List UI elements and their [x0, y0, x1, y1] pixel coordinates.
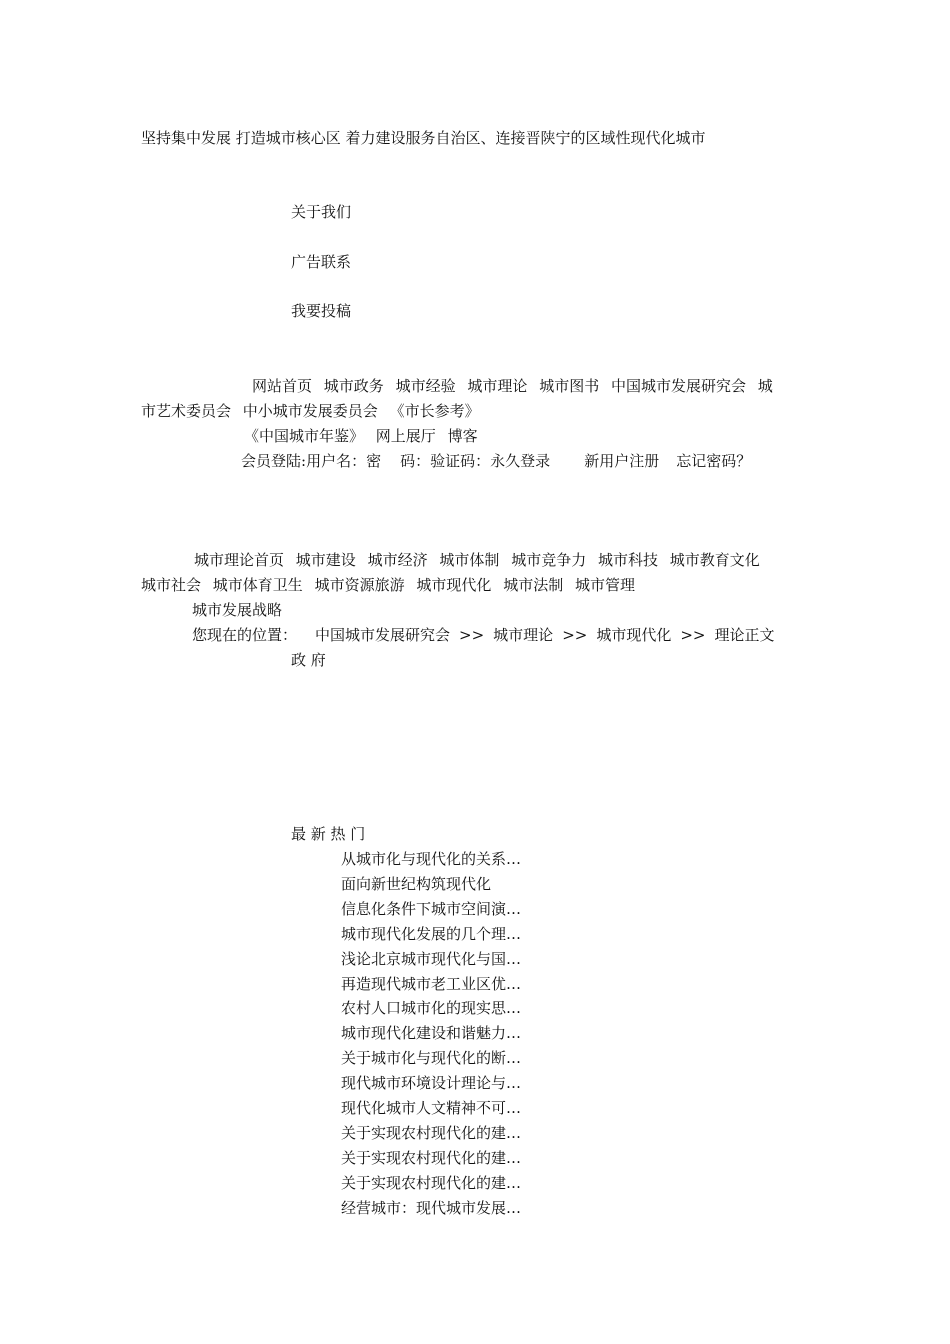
nav-blog[interactable]: 博客 — [447, 427, 478, 445]
breadcrumb — [192, 625, 775, 645]
hot-list-item[interactable]: 农村人口城市化的现实思… — [341, 999, 522, 1018]
nav-online-exhibition[interactable]: 网上展厅 — [375, 427, 436, 445]
nav-city-experience[interactable]: 城市经验 — [395, 377, 456, 395]
ad-contact-link[interactable]: 广告联系 — [291, 253, 352, 271]
submit-article-link[interactable]: 我要投稿 — [291, 302, 352, 320]
main-nav-row-3 — [244, 426, 478, 446]
breadcrumb-separator: >> — [459, 626, 485, 644]
subnav-modernization[interactable]: 城市现代化 — [416, 576, 492, 594]
subnav-system[interactable]: 城市体制 — [439, 551, 500, 569]
subnav-theory-home[interactable]: 城市理论首页 — [194, 551, 285, 569]
breadcrumb-separator: >> — [680, 626, 706, 644]
password-label: 密 码： — [366, 452, 431, 470]
nav-mayor-reference[interactable]: 《市长参考》 — [389, 402, 480, 420]
hot-list-item[interactable]: 经营城市：现代城市发展… — [341, 1198, 522, 1217]
subnav-technology[interactable]: 城市科技 — [597, 551, 658, 569]
hot-list-item[interactable]: 关于实现农村现代化的建… — [341, 1173, 522, 1192]
subnav-economy[interactable]: 城市经济 — [367, 551, 428, 569]
nav-city-affairs[interactable]: 城市政务 — [323, 377, 384, 395]
subnav-construction[interactable]: 城市建设 — [295, 551, 356, 569]
hot-list-item[interactable]: 关于实现农村现代化的建… — [341, 1148, 522, 1167]
subnav-legal[interactable]: 城市法制 — [503, 576, 564, 594]
breadcrumb-item[interactable]: 中国城市发展研究会 — [315, 626, 451, 644]
login-bar — [241, 451, 751, 471]
forgot-password-link[interactable]: 忘记密码？ — [676, 452, 752, 470]
hot-list-item[interactable]: 关于城市化与现代化的断… — [341, 1049, 522, 1068]
nav-small-cities-committee[interactable]: 中小城市发展委员会 — [242, 402, 378, 420]
hot-list-heading: 最 新 热 门 — [291, 825, 366, 843]
subnav-competitiveness[interactable]: 城市竞争力 — [511, 551, 587, 569]
subnav-development-strategy[interactable]: 城市发展战略 — [192, 601, 283, 619]
subnav-education-culture[interactable]: 城市教育文化 — [669, 551, 760, 569]
hot-list-item[interactable]: 城市现代化建设和谐魅力… — [341, 1024, 522, 1043]
breadcrumb-label: 您现在的位置： — [192, 626, 298, 644]
nav-art-committee-start[interactable]: 城 — [757, 377, 773, 395]
subnav-society[interactable]: 城市社会 — [141, 576, 202, 594]
remember-login-option[interactable]: 永久登录 — [490, 452, 551, 470]
hot-list-item[interactable]: 现代城市环境设计理论与… — [341, 1074, 522, 1093]
hot-list-item[interactable]: 关于实现农村现代化的建… — [341, 1123, 522, 1142]
breadcrumb-separator: >> — [562, 626, 588, 644]
nav-art-committee-end[interactable]: 市艺术委员会 — [141, 402, 232, 420]
nav-home[interactable]: 网站首页 — [252, 377, 313, 395]
breadcrumb-item[interactable]: 城市理论 — [493, 626, 554, 644]
breadcrumb-current: 理论正文 — [714, 626, 775, 644]
username-label: 用户名： — [306, 452, 367, 470]
subnav-resources-tourism[interactable]: 城市资源旅游 — [314, 576, 405, 594]
sub-nav-row-2 — [141, 575, 635, 595]
site-slogan: 坚持集中发展 打造城市核心区 着力建设服务自治区、连接晋陕宁的区域性现代化城市 — [141, 129, 706, 147]
hot-list-item[interactable]: 面向新世纪构筑现代化 — [341, 874, 492, 893]
nav-city-books[interactable]: 城市图书 — [539, 377, 600, 395]
hot-list-item[interactable]: 现代化城市人文精神不可… — [341, 1099, 522, 1117]
main-nav-row-2 — [141, 401, 480, 421]
about-us-link[interactable]: 关于我们 — [291, 203, 352, 221]
nav-research-society[interactable]: 中国城市发展研究会 — [610, 377, 746, 395]
hot-list-item[interactable]: 浅论北京城市现代化与国… — [341, 949, 522, 968]
sub-nav-row-3 — [192, 600, 282, 620]
hot-list-item[interactable]: 从城市化与现代化的关系… — [341, 850, 522, 868]
nav-city-theory[interactable]: 城市理论 — [467, 377, 528, 395]
subnav-management[interactable]: 城市管理 — [574, 576, 635, 594]
hot-list-item[interactable]: 城市现代化发展的几个理… — [341, 924, 522, 943]
hot-list-item[interactable]: 信息化条件下城市空间演… — [341, 899, 522, 918]
register-link[interactable]: 新用户注册 — [584, 452, 660, 470]
subnav-sports-health[interactable]: 城市体育卫生 — [212, 576, 303, 594]
breadcrumb-item[interactable]: 城市现代化 — [596, 626, 672, 644]
main-nav-row-1 — [252, 376, 773, 396]
login-label: 会员登陆: — [241, 452, 307, 470]
article-title: 政 府 — [291, 651, 326, 669]
sub-nav-row-1 — [194, 550, 760, 570]
nav-yearbook[interactable]: 《中国城市年鉴》 — [244, 427, 365, 445]
hot-list-item[interactable]: 再造现代城市老工业区优… — [341, 974, 522, 993]
captcha-label: 验证码： — [430, 452, 491, 470]
